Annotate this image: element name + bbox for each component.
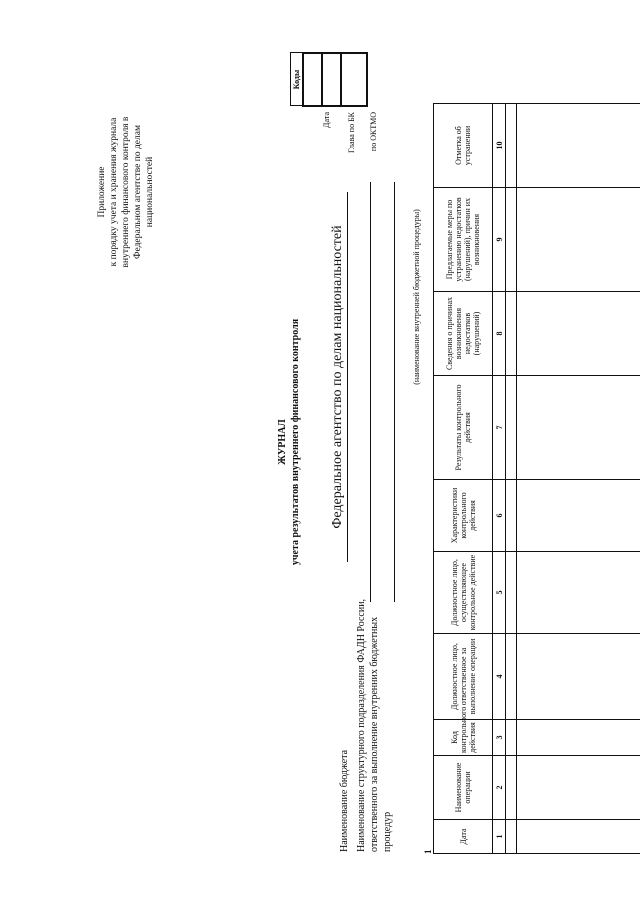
col-header: Характеристики контрольного действия	[434, 480, 493, 552]
col-number: 2	[493, 756, 506, 820]
appendix-line: внутреннего финансового контроля в	[121, 116, 131, 268]
results-table	[433, 103, 640, 854]
appendix-line: национальностей	[145, 156, 155, 228]
col-header: Должностное лицо, осуществляющее контрольное действие	[434, 552, 493, 634]
table-row	[517, 104, 640, 854]
table-cell[interactable]	[506, 820, 517, 854]
codes-table	[290, 52, 368, 107]
subdivision-label-3: процедур	[382, 811, 393, 852]
subdivision-label-1: Наименование структурного подразделения ФАДН России,	[356, 598, 367, 852]
title-main: ЖУРНАЛ	[277, 419, 288, 465]
table-cell[interactable]	[506, 552, 517, 634]
appendix-line: Федеральном агентстве по делам	[133, 125, 143, 259]
subdivision-line-1	[370, 182, 371, 602]
appendix-line: к порядку учета и хранения журнала	[109, 117, 119, 267]
subdivision-label-2: ответственного за выполнение внутренних бюджетных	[369, 616, 380, 852]
col-number: 9	[493, 188, 506, 292]
code-cell-bk[interactable]	[322, 53, 341, 106]
title-sub: учета результатов внутреннего финансового контроля	[290, 318, 301, 566]
col-number: 1	[493, 820, 506, 854]
col-number: 3	[493, 720, 506, 756]
table-row	[506, 104, 517, 854]
col-header: Сведения о причинах возникновения недостатков (нарушений)	[434, 292, 493, 376]
table-cell[interactable]	[517, 820, 640, 854]
table-cell[interactable]	[517, 480, 640, 552]
table-cell[interactable]	[506, 104, 517, 188]
document-title	[276, 192, 302, 692]
subdivision-line-2	[394, 182, 395, 602]
table-cell[interactable]	[506, 634, 517, 720]
table-cell[interactable]	[517, 552, 640, 634]
agency-name: Федеральное агентство по делам национальностей	[330, 192, 348, 562]
budget-label: Наименование бюджета	[339, 749, 350, 852]
col-number: 4	[493, 634, 506, 720]
date-label: Дата	[322, 112, 331, 128]
table-cell[interactable]	[506, 188, 517, 292]
codes-header: Коды	[291, 53, 304, 106]
table-cell[interactable]	[517, 188, 640, 292]
col-header: Результаты контрольного действия	[434, 376, 493, 480]
table-cell[interactable]	[506, 480, 517, 552]
table-cell[interactable]	[506, 292, 517, 376]
col-header: Дата	[434, 820, 493, 854]
col-header: Код контрольного действия	[434, 720, 493, 756]
col-header: Отметка об устранении	[434, 104, 493, 188]
table-cell[interactable]	[517, 292, 640, 376]
oktmo-label: по ОКТМО	[369, 112, 378, 152]
col-header: Должностное лицо, ответственное за выполнение операции	[434, 634, 493, 720]
col-header: Предлагаемые меры по устранению недостатков (нарушений), причин их возникновения	[434, 188, 493, 292]
table-cell[interactable]	[506, 376, 517, 480]
procedure-caption: (наименование внутренней бюджетной процедуры)	[412, 209, 421, 385]
header-row	[434, 104, 493, 854]
table-cell[interactable]	[517, 376, 640, 480]
col-header: Наименование операции	[434, 756, 493, 820]
table-cell[interactable]	[517, 756, 640, 820]
rotated-form	[90, 42, 550, 862]
col-number: 6	[493, 480, 506, 552]
section-marker: 1	[423, 849, 433, 854]
col-number: 7	[493, 376, 506, 480]
table-cell[interactable]	[517, 720, 640, 756]
col-number: 8	[493, 292, 506, 376]
code-cell-oktmo[interactable]	[341, 53, 367, 106]
table-cell[interactable]	[517, 634, 640, 720]
code-cell-date[interactable]	[303, 53, 322, 106]
appendix-line: Приложение	[97, 166, 107, 218]
appendix-note	[96, 92, 156, 292]
number-row	[493, 104, 506, 854]
table-cell[interactable]	[506, 756, 517, 820]
table-cell[interactable]	[506, 720, 517, 756]
col-number: 10	[493, 104, 506, 188]
table-cell[interactable]	[517, 104, 640, 188]
bk-label: Глава по БК	[347, 112, 356, 153]
col-number: 5	[493, 552, 506, 634]
